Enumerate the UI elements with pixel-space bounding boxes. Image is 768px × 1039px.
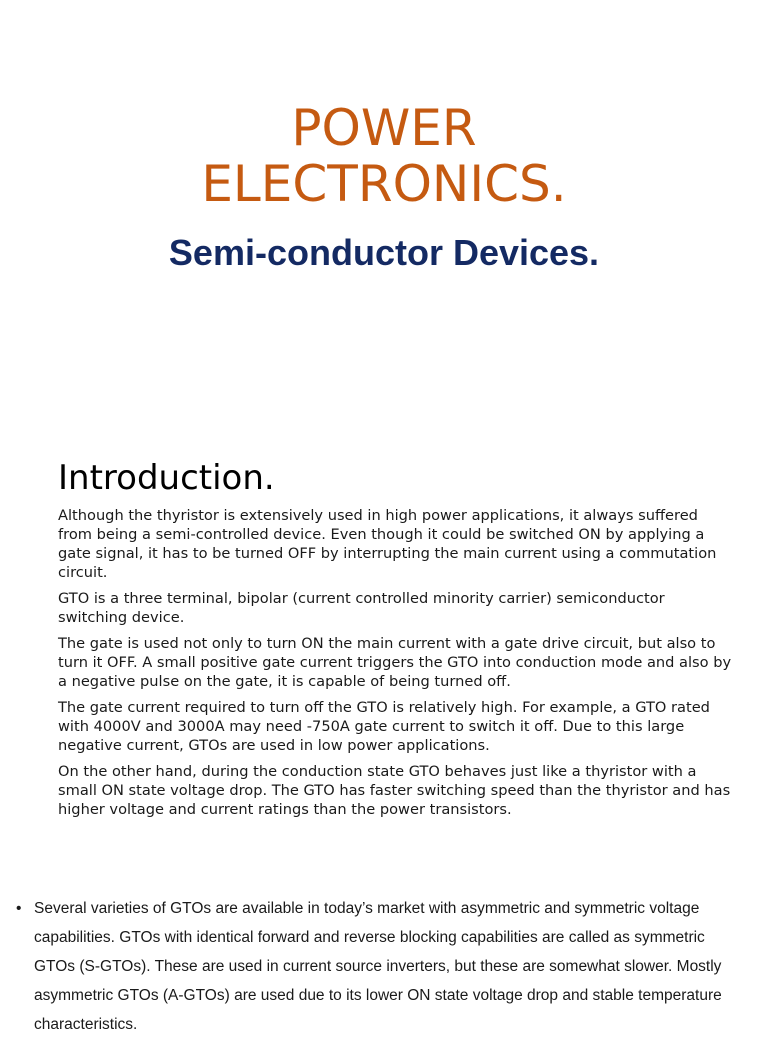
page-subtitle: Semi-conductor Devices. [168,232,600,273]
intro-paragraph: The gate is used not only to turn ON the main current with a gate drive circuit, but also to turn it OFF. A small positive gate current triggers the GTO into conduction mode and also by a negative pulse on the gate, it is capable of being turned off. [58,635,732,690]
intro-paragraph: On the other hand, during the conduction state GTO behaves just like a thyristor with a small ON state voltage drop. The GTO has faster switching speed than the thyristor and has higher voltage and current ratings than the power transistors. [58,763,731,818]
bullet-text: Several varieties of GTOs are available in today’s market with asymmetric and symmetric voltage capabilities. GTOs with identical forward and reverse blocking capabilities are called as symmetric GTOs (S-GTOs). These are used in current source inverters, but these are somewhat slower. Mostly asymmetric GTOs (A-GTOs) are used due to its lower ON state voltage drop and stable temperature characteristics. [34,900,722,1033]
title-line-2: ELECTRONICS. [201,155,567,213]
bullet-item [16,894,736,1039]
intro-paragraph: The gate current required to turn off the GTO is relatively high. For example, a GTO rated with 4000V and 3000A may need -750A gate current to switch it off. Due to this large negative current, GTOs are used in low power applications. [58,699,710,754]
intro-paragraph: Although the thyristor is extensively used in high power applications, it always suffered from being a semi-controlled device. Even though it could be switched ON by applying a gate signal, it has to be turned OFF by interrupting the main current using a commutation circuit. [58,507,717,581]
introduction-body [58,506,734,826]
introduction-heading: Introduction. [58,458,275,498]
title-line-1: POWER [291,99,477,157]
bullet-list [16,894,736,1039]
page-title [0,100,768,212]
intro-paragraph: GTO is a three terminal, bipolar (current controlled minority carrier) semiconductor switching device. [58,590,665,626]
bullet-marker: • [16,900,22,917]
